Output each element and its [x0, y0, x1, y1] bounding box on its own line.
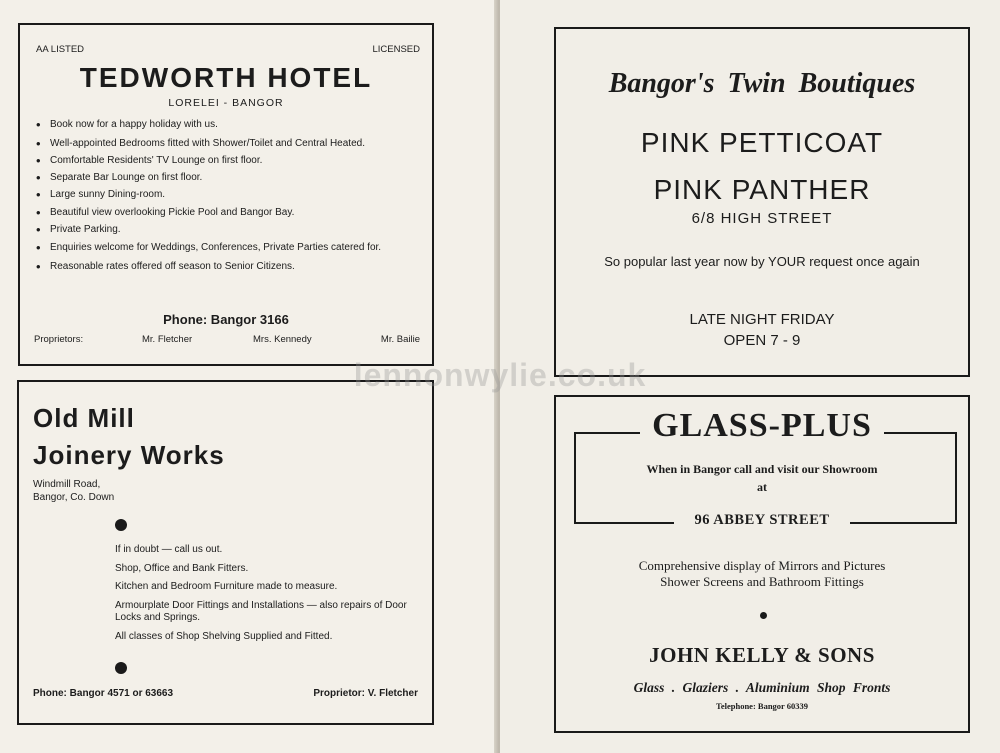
boutiques-heading: Bangor's Twin Boutiques [608, 68, 916, 99]
proprietor-name: Mr. Bailie [380, 334, 420, 345]
boutique-name: PINK PETTICOAT [640, 127, 884, 158]
proprietor-name: Mrs. Kennedy [253, 334, 312, 345]
hotel-phone: Phone: Bangor 3166 [163, 312, 289, 327]
address-line: Bangor, Co. Down [33, 492, 115, 503]
service-line: Armourplate Door Fittings and Installations — also repairs of Door Locks and Springs. [115, 599, 407, 623]
product-line: Comprehensive display of Mirrors and Pictures [638, 558, 886, 573]
service-line: Kitchen and Bedroom Furniture made to measure. [115, 581, 338, 592]
service-line: If in doubt — call us out. [115, 544, 223, 555]
showroom-line: at [757, 480, 767, 494]
glass-plus-ad [554, 395, 970, 733]
showroom-invite [556, 460, 968, 496]
feature-item: • Well-appointed Bedrooms fitted with Shower/Toilet and Central Heated. [34, 138, 422, 151]
showroom-address: 96 ABBEY STREET [674, 512, 850, 529]
address-line: Windmill Road, [33, 479, 101, 490]
tedworth-hotel-ad [18, 23, 434, 366]
boutique-name: PINK PANTHER [653, 174, 871, 205]
bullet-dot-icon [760, 612, 767, 619]
company-telephone: Telephone: Bangor 60339 [715, 701, 809, 711]
feature-item: • Large sunny Dining-room. [34, 189, 422, 202]
hotel-title: TEDWORTH HOTEL [79, 62, 373, 93]
joinery-address [33, 478, 114, 504]
joinery-title-line: Old Mill [33, 403, 135, 433]
joinery-title [33, 400, 225, 474]
showroom-line: When in Bangor call and visit our Showroom [646, 462, 878, 476]
feature-item: • Separate Bar Lounge on first floor. [34, 172, 422, 185]
aa-listed-label: AA LISTED [36, 44, 85, 55]
feature-item: • Comfortable Residents' TV Lounge on first floor. [34, 155, 422, 168]
joinery-phone: Phone: Bangor 4571 or 63663 [33, 688, 174, 699]
product-line: Shower Screens and Bathroom Fittings [660, 574, 864, 589]
joinery-proprietor: Proprietor: V. Fletcher [313, 688, 418, 699]
boutique-popular-text: So popular last year now by YOUR request once again [604, 254, 920, 269]
product-range [556, 558, 968, 590]
company-trades: Glass . Glaziers . Aluminium Shop Fronts [633, 680, 891, 695]
glass-plus-title: GLASS-PLUS [640, 407, 884, 445]
boutique-address: 6/8 HIGH STREET [691, 210, 833, 227]
service-line: Shop, Office and Bank Fitters. [115, 562, 249, 574]
service-line: All classes of Shop Shelving Supplied and Fitted. [115, 630, 333, 642]
late-night-hours [556, 309, 968, 351]
bullet-dot-icon [115, 519, 127, 531]
joinery-services [115, 544, 420, 649]
hotel-subtitle: LORELEI - BANGOR [168, 97, 284, 109]
licensed-label: LICENSED [372, 44, 420, 55]
feature-item: • Book now for a happy holiday with us. [34, 119, 422, 132]
feature-item: • Enquiries welcome for Weddings, Conferences, Private Parties catered for. [34, 242, 422, 255]
feature-item: • Private Parking. [34, 224, 422, 237]
feature-item: • Beautiful view overlooking Pickie Pool and Bangor Bay. [34, 207, 422, 220]
joinery-title-line: Joinery Works [33, 440, 225, 470]
opening-hours-line: OPEN 7 - 9 [723, 332, 801, 349]
hotel-features-list [34, 119, 422, 274]
twin-boutiques-ad [554, 27, 970, 377]
company-name: JOHN KELLY & SONS [649, 643, 875, 667]
proprietors-label: Proprietors: [34, 334, 84, 345]
site-watermark: lennonwylie.co.uk [353, 357, 647, 393]
bullet-dot-icon [115, 662, 127, 674]
old-mill-joinery-ad [17, 380, 434, 725]
feature-item: • Reasonable rates offered off season to Senior Citizens. [34, 261, 422, 274]
proprietor-name: Mr. Fletcher [142, 334, 193, 345]
late-night-line: LATE NIGHT FRIDAY [689, 311, 835, 328]
